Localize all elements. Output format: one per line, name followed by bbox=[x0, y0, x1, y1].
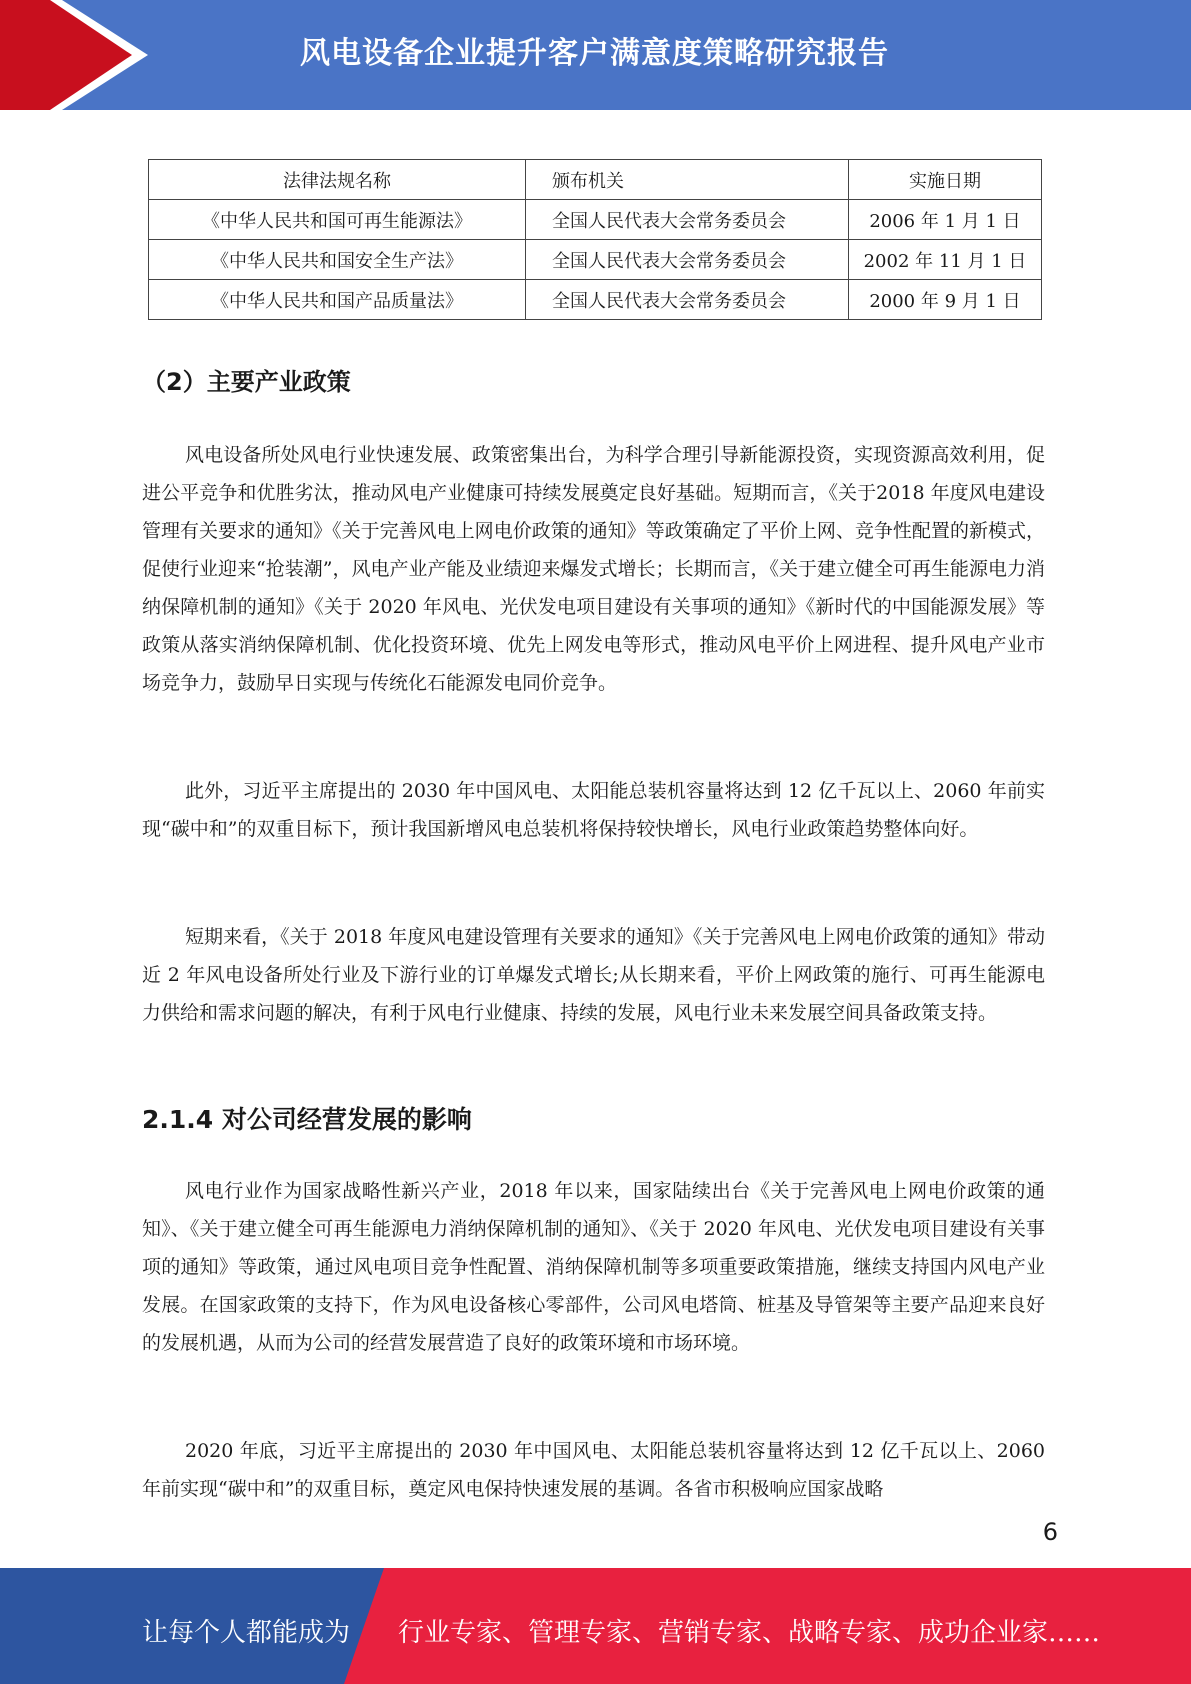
table-header-row bbox=[149, 160, 1042, 200]
body-paragraph: 2020 年底，习近平主席提出的 2030 年中国风电、太阳能总装机容量将达到 12 亿千瓦以上、2060 年前实现“碳中和”的双重目标，奠定风电保持快速发展的基调。各省市积极响应国家战略 bbox=[142, 1440, 1045, 1500]
footer-slogan-right: 行业专家、管理专家、营销专家、战略专家、成功企业家…… bbox=[398, 1618, 1101, 1648]
table-header-cell: 实施日期 bbox=[849, 160, 1042, 200]
body-paragraph: 短期来看，《关于 2018 年度风电建设管理有关要求的通知》《关于完善风电上网电价政策的通知》带动近 2 年风电设备所处行业及下游行业的订单爆发式增长;从长期来看，平价上网政策的施行、可再生能源电力供给和需求问题的解决，有利于风电行业健康、持续的发展，风电行业未来发展空间具备政策支持。 bbox=[142, 926, 1045, 1024]
page-number: 6 bbox=[1042, 1518, 1058, 1546]
table-cell: 《中华人民共和国安全生产法》 bbox=[149, 240, 526, 280]
body-paragraph: 风电行业作为国家战略性新兴产业，2018 年以来，国家陆续出台《关于完善风电上网电价政策的通知》、《关于建立健全可再生能源电力消纳保障机制的通知》、《关于 2020 年风电、光伏发电项目建设有关事项的通知》等政策，通过风电项目竞争性配置、消纳保障机制等多项重要政策措施，继续支持国内风电产业发展。在国家政策的支持下，作为风电设备核心零部件，公司风电塔筒、桩基及导管架等主要产品迎来良好的发展机遇，从而为公司的经营发展营造了良好的政策环境和市场环境。 bbox=[142, 1180, 1045, 1354]
table-header-cell: 颁布机关 bbox=[526, 160, 849, 200]
footer-slogan-left: 让每个人都能成为 bbox=[142, 1618, 351, 1648]
section-heading: 2.1.4 对公司经营发展的影响 bbox=[142, 1105, 472, 1134]
table-cell: 2002 年 11 月 1 日 bbox=[849, 240, 1042, 280]
subsection-heading: （2）主要产业政策 bbox=[142, 368, 351, 396]
table-cell: 全国人民代表大会常务委员会 bbox=[526, 280, 849, 320]
table-header-cell: 法律法规名称 bbox=[149, 160, 526, 200]
table-row bbox=[149, 200, 1042, 240]
report-title: 风电设备企业提升客户满意度策略研究报告 bbox=[300, 36, 889, 71]
header-banner bbox=[0, 0, 1191, 110]
table-cell: 全国人民代表大会常务委员会 bbox=[526, 240, 849, 280]
table-row bbox=[149, 280, 1042, 320]
table-cell: 《中华人民共和国产品质量法》 bbox=[149, 280, 526, 320]
table-cell: 全国人民代表大会常务委员会 bbox=[526, 200, 849, 240]
footer-banner bbox=[0, 1568, 1191, 1684]
body-paragraph: 此外，习近平主席提出的 2030 年中国风电、太阳能总装机容量将达到 12 亿千瓦以上、2060 年前实现“碳中和”的双重目标下，预计我国新增风电总装机将保持较快增长，风电行业政策趋势整体向好。 bbox=[142, 780, 1045, 840]
table-cell: 《中华人民共和国可再生能源法》 bbox=[149, 200, 526, 240]
laws-table bbox=[148, 159, 1042, 320]
table-cell: 2000 年 9 月 1 日 bbox=[849, 280, 1042, 320]
body-paragraph: 风电设备所处风电行业快速发展、政策密集出台，为科学合理引导新能源投资，实现资源高效利用，促进公平竞争和优胜劣汰，推动风电产业健康可持续发展奠定良好基础。短期而言，《关于2018 年度风电建设管理有关要求的通知》《关于完善风电上网电价政策的通知》等政策确定了平价上网、竞争性配置的新模式，促使行业迎来“抢装潮”，风电产业产能及业绩迎来爆发式增长；长期而言，《关于建立健全可再生能源电力消纳保障机制的通知》《关于 2020 年风电、光伏发电项目建设有关事项的通知》《新时代的中国能源发展》等政策从落实消纳保障机制、优化投资环境、优先上网发电等形式，推动风电平价上网进程、提升风电产业市场竞争力，鼓励早日实现与传统化石能源发电同价竞争。 bbox=[142, 444, 1045, 694]
table-cell: 2006 年 1 月 1 日 bbox=[849, 200, 1042, 240]
table-row bbox=[149, 240, 1042, 280]
